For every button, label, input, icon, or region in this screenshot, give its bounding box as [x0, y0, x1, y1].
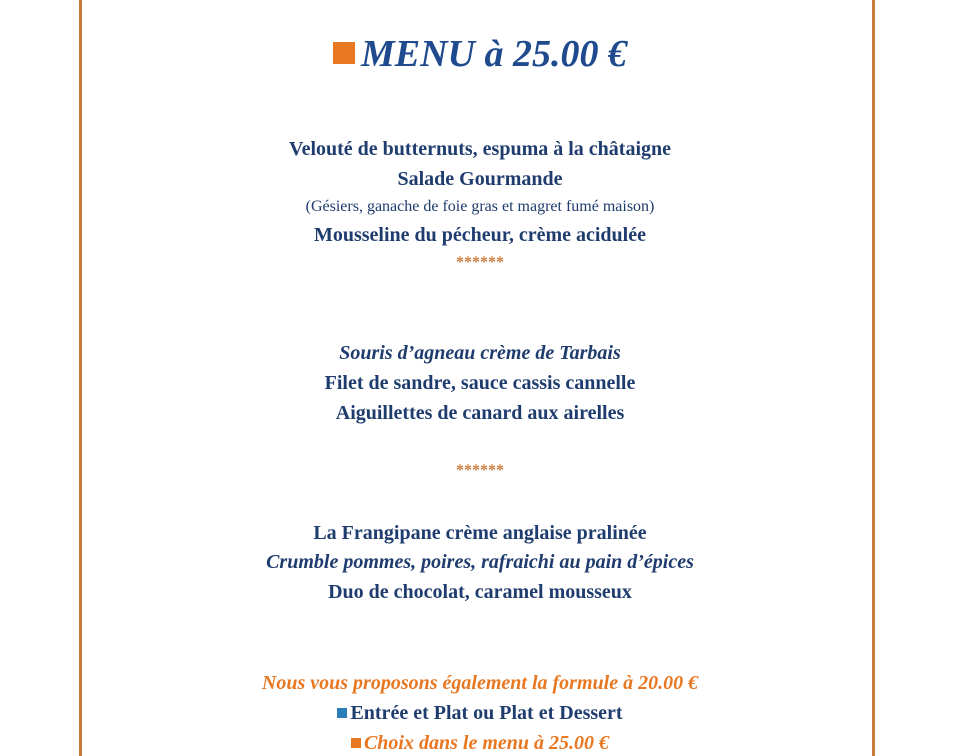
entree-3: Mousseline du pécheur, crème acidulée	[313, 224, 646, 246]
menu-title-text: MENU à 25.00 €	[360, 33, 628, 75]
dessert-3: Duo de chocolat, caramel mousseux	[328, 581, 632, 603]
formule-option-1-text: Entrée et Plat ou Plat et Dessert	[350, 702, 623, 724]
formule-option-2	[0, 732, 960, 755]
entree-2-detail: (Gésiers, ganache de foie gras et magret fumé maison)	[305, 198, 655, 215]
plat-1: Souris d’agneau crème de Tarbais	[339, 342, 621, 364]
blue-square-icon	[337, 708, 347, 718]
formule-intro: Nous vous proposons également la formule à 20.00 €	[261, 672, 699, 694]
entree-2: Salade Gourmande	[397, 168, 563, 190]
formule-option-1	[0, 702, 960, 725]
formule-option-2-text: Choix dans le menu à 25.00 €	[363, 732, 610, 754]
separator-1: ******	[456, 254, 504, 271]
plat-3: Aiguillettes de canard aux airelles	[335, 402, 625, 424]
dessert-1: La Frangipane crème anglaise pralinée	[313, 522, 647, 544]
dessert-2: Crumble pommes, poires, rafraichi au pain d’épices	[266, 551, 694, 573]
plat-2: Filet de sandre, sauce cassis cannelle	[324, 372, 636, 394]
entree-1: Velouté de butternuts, espuma à la châtaigne	[288, 138, 672, 160]
orange-square-icon	[333, 42, 355, 64]
orange-square-icon	[351, 738, 361, 748]
separator-2: ******	[456, 462, 504, 479]
menu-title	[0, 32, 960, 76]
